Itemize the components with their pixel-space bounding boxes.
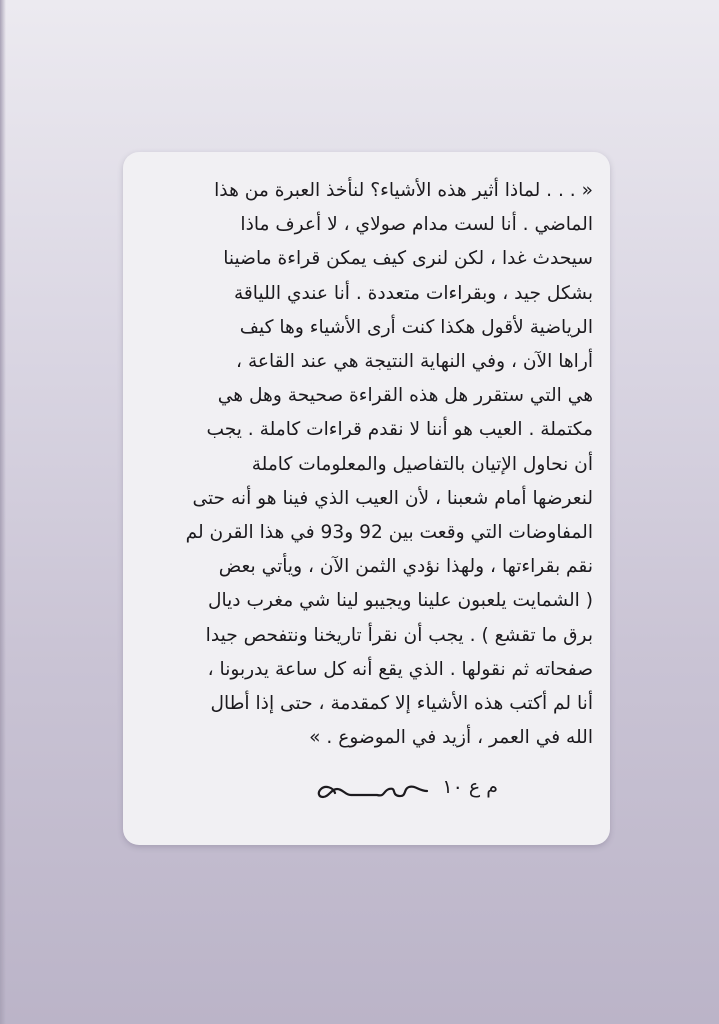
quote-line: أن نحاول الإتيان بالتفاصيل والمعلومات كاملة <box>251 453 593 475</box>
signature-mark <box>311 767 431 807</box>
quote-line: أنا لم أكتب هذه الأشياء إلا كمقدمة ، حتى إذا أطال <box>210 693 593 715</box>
quote-line: لنعرضها أمام شعبنا ، لأن العيب الذي فينا هو أنه حتى <box>192 487 593 509</box>
quote-line: المفاوضات التي وقعت بين 92 و93 في هذا القرن لم <box>185 522 593 544</box>
quote-line: برق ما تقشع ) . يجب أن نقرأ تاريخنا ونتفحص جيدا <box>205 624 593 646</box>
quote-card <box>123 152 610 845</box>
quote-line: الماضي . أنا لست مدام صولاي ، لا أعرف ماذا <box>240 214 593 236</box>
quote-line: مكتملة . العيب هو أننا لا نقدم قراءات كاملة . يجب <box>206 419 593 441</box>
quote-line: سيحدث غدا ، لكن لنرى كيف يمكن قراءة ماضينا <box>223 248 593 270</box>
quote-line: الله في العمر ، أزيد في الموضوع . » <box>309 727 593 749</box>
quote-line: صفحاته ثم نقولها . الذي يقع أنه كل ساعة يدربونا ، <box>207 658 593 680</box>
quote-line: هي التي ستقرر هل هذه القراءة صحيحة وهل هي <box>217 385 593 407</box>
signature <box>123 767 610 815</box>
quote-line: ( الشمايت يلعبون علينا ويجيبو لينا شي مغرب ديال <box>207 590 593 612</box>
quote-line: بشكل جيد ، وبقراءات متعددة . أنا عندي اللياقة <box>233 282 593 304</box>
quote-line: الرياضية لأقول هكذا كنت أرى الأشياء وها كيف <box>239 316 593 338</box>
quote-text <box>137 174 593 755</box>
quote-line: « . . . لماذا أثير هذه الأشياء؟ لنأخذ العبرة من هذا <box>214 180 593 201</box>
quote-line: نقم بقراءتها ، ولهذا نؤدي الثمن الآن ، ويأتي بعض <box>218 556 593 578</box>
quote-line: أراها الآن ، وفي النهاية النتيجة هي عند القاعة ، <box>236 351 593 373</box>
spine-edge <box>0 0 6 1024</box>
signature-date: م ع ١٠ <box>442 776 498 798</box>
